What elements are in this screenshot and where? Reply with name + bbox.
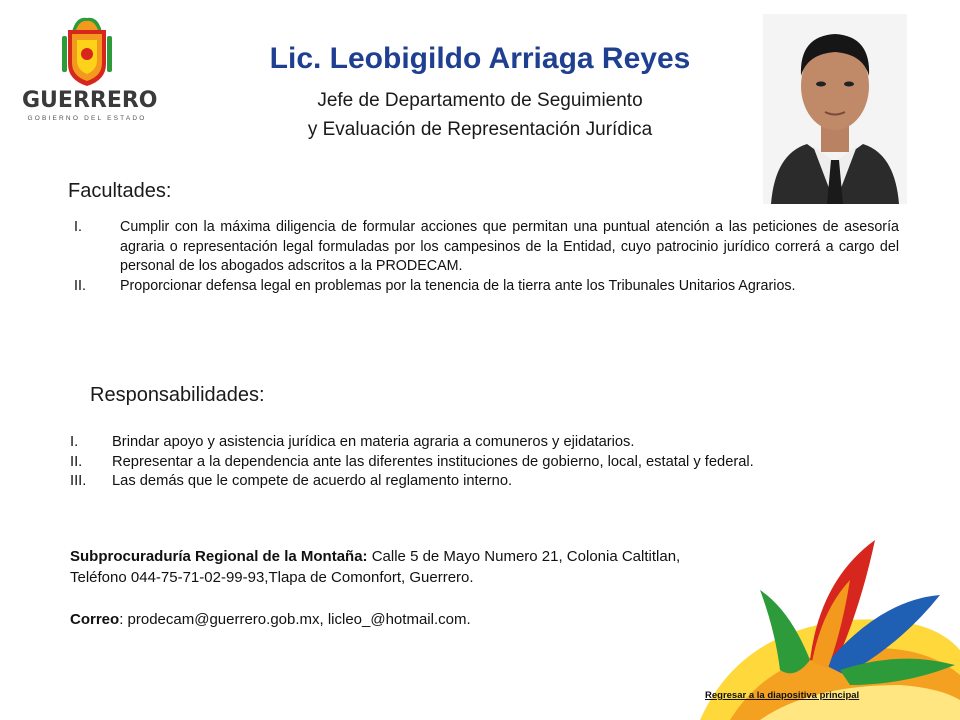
office-line (70, 546, 850, 567)
guerrero-logo (22, 14, 158, 132)
responsabilidades-heading: Responsabilidades: (90, 384, 265, 406)
email-label: Correo (70, 611, 120, 628)
contact-block (70, 546, 850, 630)
list-item (74, 218, 899, 277)
list-item (70, 433, 950, 453)
portrait-icon (763, 14, 907, 204)
office-address: Calle 5 de Mayo Numero 21, Colonia Caltitlan, (367, 548, 681, 565)
logo-tagline: GOBIERNO DEL ESTADO (27, 115, 147, 122)
person-photo (763, 14, 907, 204)
item-text: Cumplir con la máxima diligencia de formular acciones que permitan una puntual atención a las peticiones de asesoría agraria o representación legal formuladas por los campesinos de la Entidad, cuyo patrocinio jurídico correrá a cargo del personal de los abogados adscritos a la PRODECAM. (120, 219, 899, 274)
email-value: : prodecam@guerrero.gob.mx, licleo_@hotmail.com. (119, 611, 471, 628)
facultades-list (74, 218, 899, 296)
logo-wordmark: GUERRERO (22, 88, 158, 113)
position-line-2: y Evaluación de Representación Jurídica (307, 119, 653, 140)
item-number: II. (70, 453, 83, 470)
item-number: III. (70, 473, 87, 489)
position-line-1: Jefe de Departamento de Seguimiento (317, 90, 643, 111)
list-item (70, 453, 950, 473)
return-to-main-slide-link[interactable]: Regresar a la diapositiva principal (705, 690, 860, 701)
item-text: Representar a la dependencia ante las diferentes instituciones de gobierno, local, estatal y federal. (112, 453, 754, 470)
email-line (70, 609, 850, 630)
coat-of-arms-icon (22, 14, 152, 88)
list-item (74, 277, 899, 297)
facultades-heading: Facultades: (68, 180, 172, 202)
item-text: Las demás que le compete de acuerdo al reglamento interno. (112, 473, 513, 489)
office-label: Subprocuraduría Regional de la Montaña: (70, 548, 368, 565)
phone-line: Teléfono 044-75-71-02-99-93,Tlapa de Comonfort, Guerrero. (70, 569, 474, 586)
item-number: I. (74, 219, 82, 235)
person-name: Lic. Leobigildo Arriaga Reyes (269, 42, 691, 75)
item-text: Brindar apoyo y asistencia jurídica en materia agraria a comuneros y ejidatarios. (112, 434, 635, 450)
item-number: I. (70, 434, 79, 450)
item-text: Proporcionar defensa legal en problemas por la tenencia de la tierra ante los Tribunales Unitarios Agrarios. (120, 277, 796, 294)
item-number: II. (74, 277, 86, 294)
